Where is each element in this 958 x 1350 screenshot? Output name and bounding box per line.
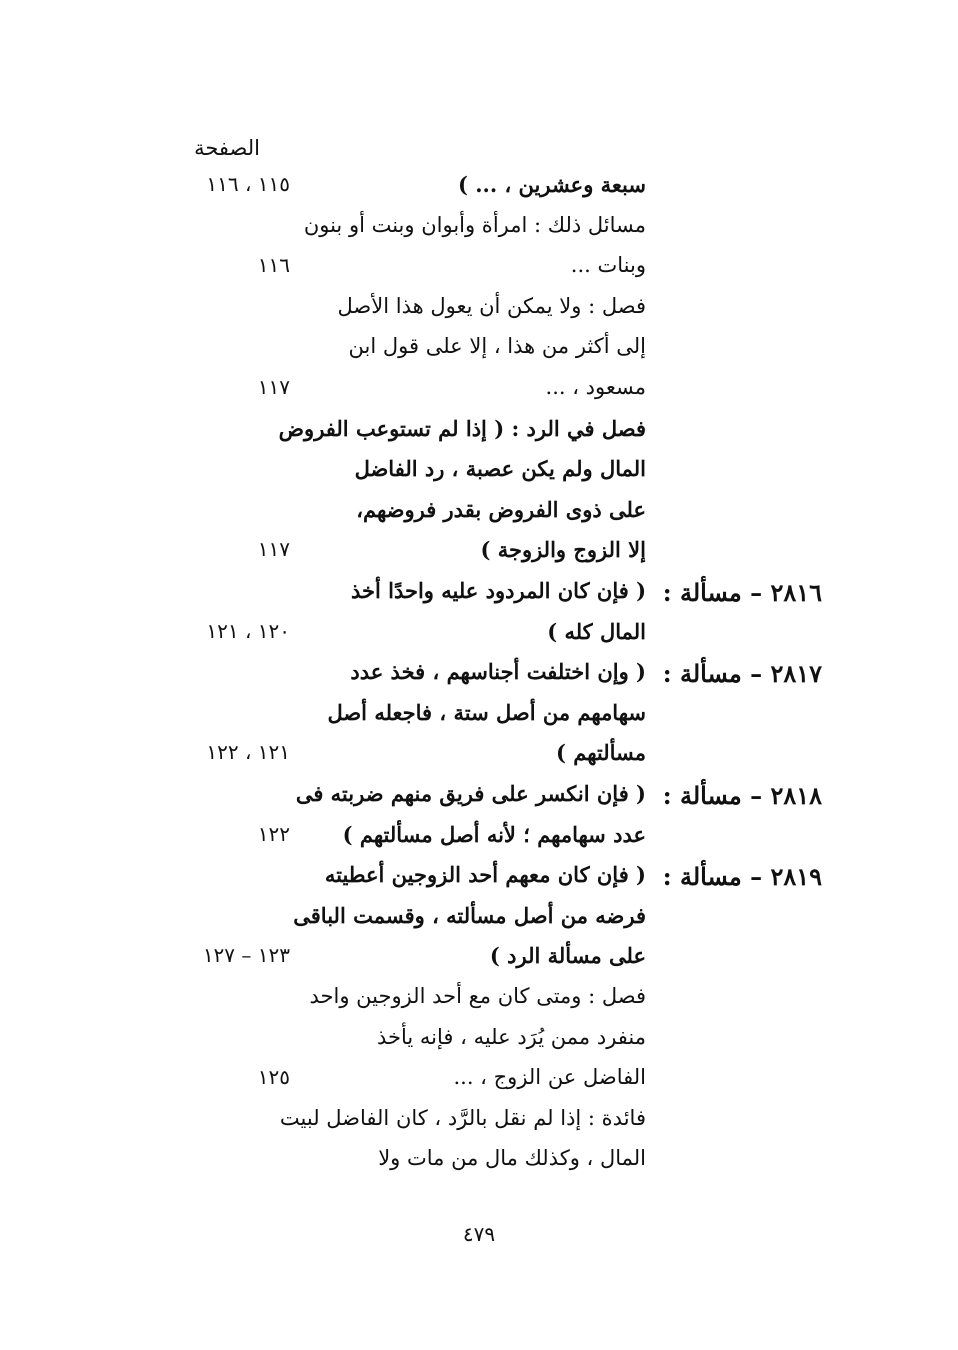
entry-page-ref: ١٢٢ [257,821,290,846]
entry-text: إلى أكثر من هذا ، إلا على قول ابن [348,334,646,359]
entry-text: منفرد ممن يُرَد عليه ، فإنه يأخذ [376,1024,646,1049]
entry-text: على مسألة الرد ) [489,943,646,969]
index-line [0,822,958,862]
index-line [0,903,958,943]
entry-page-ref: ١٢٠ ، ١٢١ [206,618,290,643]
index-line [0,659,958,699]
entry-text: مسألتهم ) [555,740,646,766]
entry-page-ref: ١١٧ [257,537,290,562]
entry-number: ٢٨١٧ – مسألة : [662,659,822,689]
index-line [0,172,958,212]
entry-number: ٢٨١٩ – مسألة : [662,862,822,892]
index-line [0,984,958,1024]
index-line [0,700,958,740]
entry-text: سبعة وعشرين ، ... ) [457,172,646,197]
index-line [0,334,958,374]
index-line [0,294,958,334]
index-line [0,740,958,780]
entry-page-ref: ١٢١ ، ١٢٢ [206,740,290,765]
index-line [0,416,958,456]
entry-text: المال كله ) [547,618,646,644]
entry-text: عدد سهامهم ؛ لأنه أصل مسألتهم ) [342,821,646,847]
index-line [0,253,958,293]
entry-text: وبنات ... [570,253,646,278]
index-line [0,619,958,659]
page-number: ٤٧٩ [462,1222,496,1246]
index-line [0,537,958,577]
entry-text: مسائل ذلك : امرأة وأبوان وبنت أو بنون [303,212,646,237]
entry-text: ( وإن اختلفت أجناسهم ، فخذ عدد [350,659,646,685]
entry-page-ref: ١١٧ [257,375,290,399]
index-line [0,1025,958,1065]
entry-text: ( فإن انكسر على فريق منهم ضربته فى [295,781,646,806]
entry-text: فرضه من أصل مسألته ، وقسمت الباقى [293,902,646,928]
index-line [0,862,958,902]
entry-number: ٢٨١٨ – مسألة : [662,781,822,810]
entry-page-ref: ١٢٥ [257,1065,290,1090]
index-line [0,456,958,496]
entry-text: فصل في الرد : ( إذا لم تستوعب الفروض [278,415,646,441]
index-line [0,943,958,983]
entry-page-ref: ١١٥ ، ١١٦ [206,172,290,196]
index-line [0,578,958,618]
entry-text: فصل : ولا يمكن أن يعول هذا الأصل [337,293,646,318]
page-column-label: الصفحة [194,136,260,160]
entry-page-ref: ١٢٣ – ١٢٧ [202,943,290,968]
index-line [0,781,958,821]
entry-text: المال ولم يكن عصبة ، رد الفاضل [354,456,646,482]
entry-text: الفاضل عن الزوج ، ... [453,1065,646,1090]
entry-text: إلا الزوج والزوجة ) [480,537,646,563]
entry-text: مسعود ، ... [545,375,646,399]
index-line [0,1146,958,1186]
entry-text: ( فإن كان معهم أحد الزوجين أعطيته [324,862,646,888]
entry-text: فائدة : إذا لم نقل بالرَّد ، كان الفاضل لبيت [279,1105,646,1130]
entry-page-ref: ١١٦ [257,253,290,278]
index-line [0,375,958,415]
entry-text: سهامهم من أصل ستة ، فاجعله أصل [327,699,646,725]
entry-text: فصل : ومتى كان مع أحد الزوجين واحد [309,984,646,1008]
entry-text: المال ، وكذلك مال من مات ولا [378,1146,646,1171]
index-line [0,1106,958,1146]
index-line [0,1065,958,1105]
entry-number: ٢٨١٦ – مسألة : [662,578,822,607]
index-line [0,497,958,537]
index-line [0,213,958,253]
entry-text: على ذوى الفروض بقدر فروضهم، [356,496,646,522]
entry-text: ( فإن كان المردود عليه واحدًا أخذ [350,578,646,603]
